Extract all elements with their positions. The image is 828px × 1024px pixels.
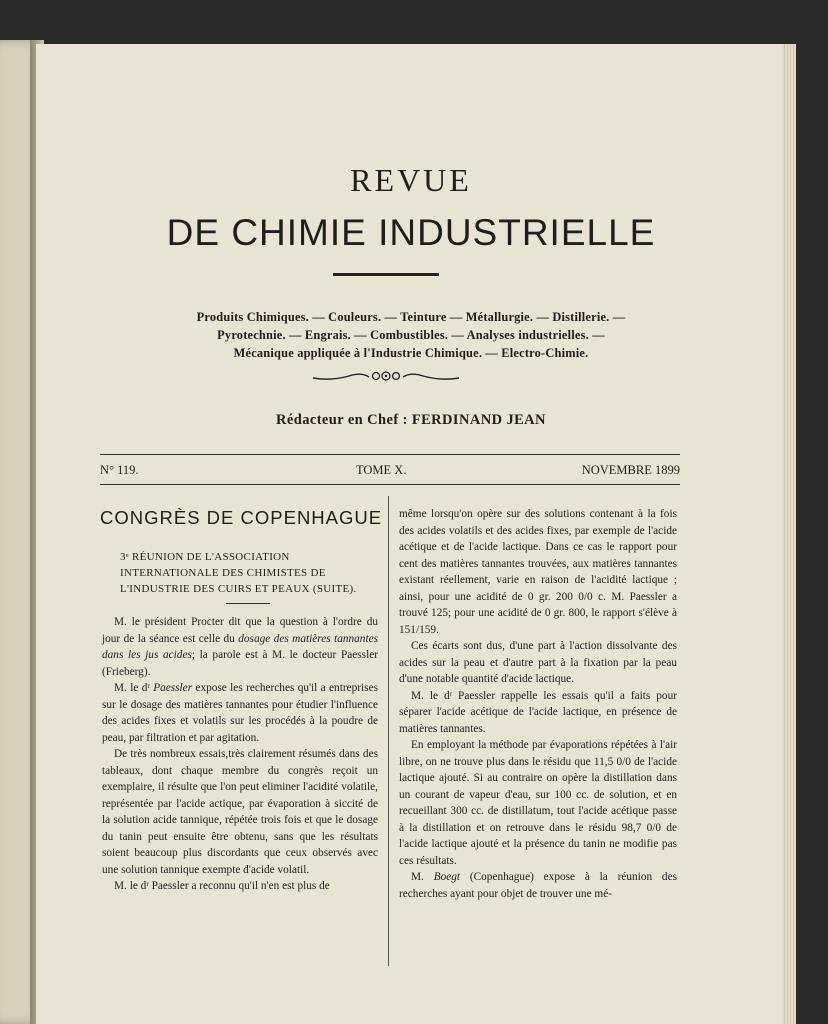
paragraph: M. le dʳ Paessler a reconnu qu'il n'en est plus de: [114, 880, 330, 892]
journal-title-line1: REVUE: [350, 162, 472, 198]
column-divider: [388, 496, 389, 966]
right-column: [399, 506, 677, 902]
subtitle-rule: [226, 603, 270, 604]
header-rule-top: [100, 454, 680, 455]
subjects-list: [76, 308, 746, 362]
journal-page: [36, 44, 786, 1024]
page-stack-edge: [782, 44, 796, 1024]
article-subtitle: 3ᵉ RÉUNION DE L'ASSOCIATION INTERNATIONALE DES CHIMISTES DE L'INDUSTRIE DES CUIRS ET PEAUX (SUITE).: [120, 551, 357, 595]
paragraph: M. le président Procter dit que la question à l'ordre du jour de la séance est celle du dosage des matières tannantes dans les jus acides; la parole est à M. le docteur Paessler (Frieberg).: [102, 616, 378, 678]
paragraph: même lorsqu'on opère sur des solutions contenant à la fois des acides volatils et des acides fixes, par exemple de l'acide acétique et de l'acide lactique. Dans ce cas le rapport pour cent des matières tannantes trouvées, aux matières tannantes existant réellement, varie en raison de l'acidité lactique ; ainsi, pour une acidité de 0 gr. 200 0/0 c. M. Paessler a trouvé 125; pour une acidité de 0 gr. 800, le rapport s'élève à 151/159.: [399, 508, 677, 636]
paragraph: M. le dʳ Paessler rappelle les essais qu'il a faits pour séparer l'acide acétique de l'acide lactique, en présence de matières tannantes.: [399, 689, 677, 735]
subjects-line: Produits Chimiques. — Couleurs. — Teinture — Métallurgie. — Distillerie. —: [196, 310, 626, 324]
ornament-icon: [311, 367, 461, 385]
journal-title-line2: DE CHIMIE INDUSTRIELLE: [166, 212, 656, 253]
paragraph: Ces écarts sont dus, d'une part à l'action dissolvante des acides sur la peau et d'autre part à la fixation par la peau d'une notable quantité d'acide lactique.: [399, 640, 677, 685]
subjects-line: Pyrotechnie. — Engrais. — Combustibles. — Analyses industrielles. —: [217, 328, 605, 342]
issue-date: NOVEMBRE 1899: [581, 463, 680, 477]
subjects-line: Mécanique appliquée à l'Industrie Chimique. — Electro-Chimie.: [233, 346, 589, 360]
paragraph: De très nombreux essais,très clairement résumés dans des tableaux, dont chaque membre du congrès reçoit un exemplaire, il résulte que l'on peut eliminer l'acidité volatile, représentée par l'acide actique, par évaporation à siccité de la solution acide tannique, répétée trois fois et que le dosage du tanin peut ensuite être obtenu, sans que les résultats soient beaucoup plus discordants que ceux observés avec une solution tannique exempte d'acide volatil.: [102, 748, 378, 876]
article-title: CONGRÈS DE COPENHAGUE: [100, 507, 383, 528]
paragraph: M. Boegt (Copenhague) expose à la réunion des recherches ayant pour objet de trouver une mé-: [399, 871, 677, 900]
title-rule: [333, 273, 439, 276]
header-rule-bottom: [100, 484, 680, 485]
editor-line: Rédacteur en Chef : FERDINAND JEAN: [276, 412, 546, 428]
paragraph: En employant la méthode par évaporations répétées à l'air libre, on ne trouve plus dans le résidu que 11,5 0/0 de l'acide lactique ajouté. Si au contraire on opère la distillation dans un courant de vapeur d'eau, sur 100 cc. de solution, et en recueillant 300 cc. de distillatum, tout l'acide acétique passe à la distillation et on retrouve dans le résidu 98,7 0/0 de l'acide lactique ajouté et la présence du tanin ne modifie pas ces résultats.: [399, 739, 677, 867]
issue-number: N° 119.: [100, 463, 139, 477]
left-column: [102, 614, 378, 895]
paragraph: M. le dʳ Paessler expose les recherches qu'il a entreprises sur le dosage des matières tannantes pour étudier l'influence des acides fixes et volatils sur les procédés à la poudre de peau, par filtration et par agitation.: [102, 682, 378, 744]
issue-tome: TOME X.: [356, 463, 407, 477]
